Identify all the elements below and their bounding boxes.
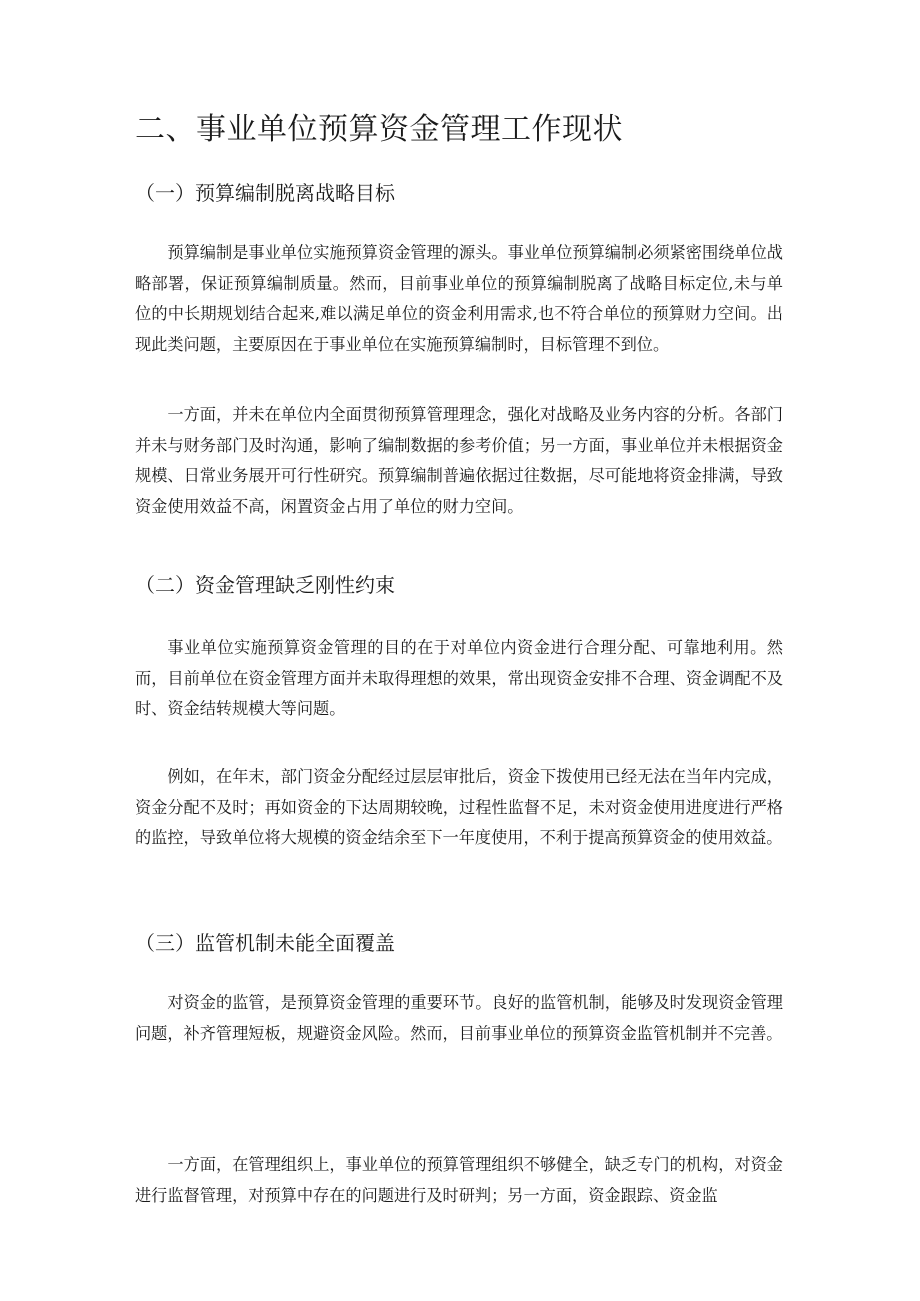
paragraph: 一方面，在管理组织上，事业单位的预算管理组织不够健全，缺乏专门的机构，对资金进行监督管理，对预算中存在的问题进行及时研判；另一方面，资金跟踪、资金监 [135, 1155, 783, 1205]
section-heading-1: （一）预算编制脱离战略目标 [135, 181, 395, 205]
paragraph: 例如，在年末，部门资金分配经过层层审批后，资金下拨使用已经无法在当年内完成，资金分配不及时；再如资金的下达周期较晚，过程性监督不足，未对资金使用进度进行严格的监控，导致单位将大规模的资金结余至下一年度使用，不利于提高预算资金的使用效益。 [135, 767, 783, 847]
section-heading-2: （二）资金管理缺乏刚性约束 [135, 573, 395, 597]
paragraph: 对资金的监管，是预算资金管理的重要环节。良好的监管机制，能够及时发现资金管理问题，补齐管理短板，规避资金风险。然而，目前事业单位的预算资金监管机制并不完善。 [135, 993, 783, 1043]
document-title: 二、事业单位预算资金管理工作现状 [135, 112, 623, 147]
section-heading-3: （三）监管机制未能全面覆盖 [135, 931, 395, 955]
paragraph: 事业单位实施预算资金管理的目的在于对单位内资金进行合理分配、可靠地利用。然而，目前单位在资金管理方面并未取得理想的效果，常出现资金安排不合理、资金调配不及时、资金结转规模大等问题。 [135, 638, 783, 718]
paragraph: 一方面，并未在单位内全面贯彻预算管理理念，强化对战略及业务内容的分析。各部门并未与财务部门及时沟通，影响了编制数据的参考价值；另一方面，事业单位并未根据资金规模、日常业务展开可行性研究。预算编制普遍依据过往数据，尽可能地将资金排满，导致资金使用效益不高，闲置资金占用了单位的财力空间。 [135, 405, 783, 516]
paragraph: 预算编制是事业单位实施预算资金管理的源头。事业单位预算编制必须紧密围绕单位战略部署，保证预算编制质量。然而，目前事业单位的预算编制脱离了战略目标定位,未与单位的中长期规划结合起来,难以满足单位的资金利用需求,也不符合单位的预算财力空间。出现此类问题，主要原因在于事业单位在实施预算编制时，目标管理不到位。 [135, 243, 783, 354]
